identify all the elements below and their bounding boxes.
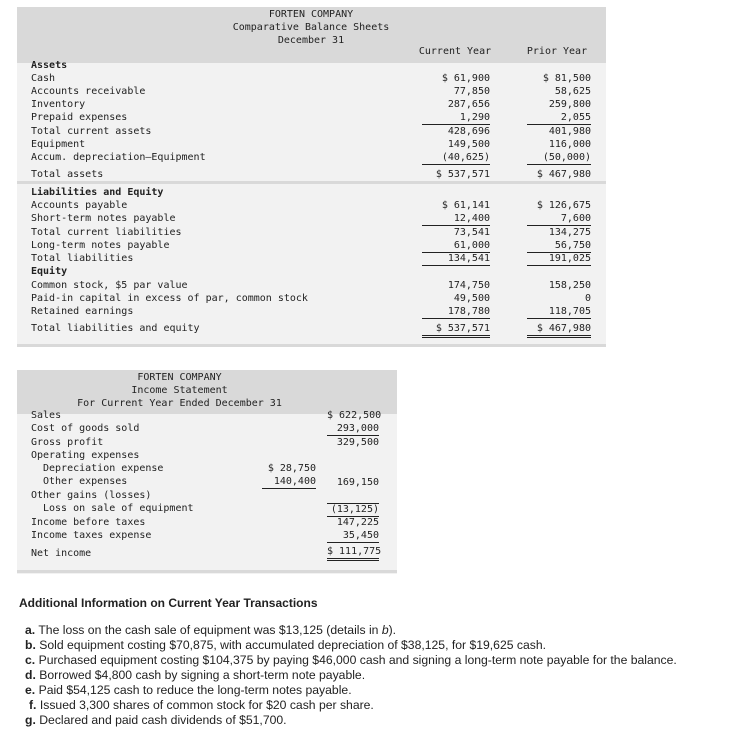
is-ni-value: $ 111,775 xyxy=(327,546,379,561)
is-ni-label: Net income xyxy=(31,548,92,559)
info-e-key: e. xyxy=(25,683,36,697)
row-tca-label: Total current assets xyxy=(31,126,152,137)
col-prior-year: Prior Year xyxy=(526,46,588,57)
info-item-e xyxy=(25,683,352,697)
row-total-assets-label: Total assets xyxy=(31,169,104,180)
is-dep-label: Depreciation expense xyxy=(43,463,164,474)
info-e-text: Paid $54,125 cash to reduce the long-term notes payable. xyxy=(38,683,352,697)
row-ap-label: Accounts payable xyxy=(31,200,128,211)
section-divider xyxy=(17,181,606,184)
row-common-stock-label: Common stock, $5 par value xyxy=(31,280,188,291)
assets-heading: Assets xyxy=(31,60,68,71)
row-tl-current: 134,541 xyxy=(422,253,490,266)
row-cash-label: Cash xyxy=(31,73,56,84)
is-ibt-value: 147,225 xyxy=(336,517,379,528)
row-equipment-prior: 116,000 xyxy=(548,139,591,150)
row-ar-prior: 58,625 xyxy=(554,86,591,97)
bs-date: December 31 xyxy=(277,35,345,46)
row-prepaid-label: Prepaid expenses xyxy=(31,112,128,123)
row-tle-prior: $ 467,980 xyxy=(527,323,591,338)
row-stnp-current: 12,400 xyxy=(422,213,490,226)
row-accum-dep-prior: (50,000) xyxy=(527,152,591,165)
info-a-end: ). xyxy=(388,623,397,637)
equity-heading: Equity xyxy=(31,266,68,277)
is-sales-label: Sales xyxy=(31,410,62,421)
row-ar-current: 77,850 xyxy=(453,86,490,97)
is-company: FORTEN COMPANY xyxy=(137,372,222,383)
row-ltnp-current: 61,000 xyxy=(422,240,490,253)
balance-sheet xyxy=(17,7,606,347)
info-a-ref: b xyxy=(381,623,389,637)
row-ltnp-prior: 56,750 xyxy=(527,240,591,253)
is-cogs-value: 293,000 xyxy=(327,423,379,436)
bs-company: FORTEN COMPANY xyxy=(268,9,354,20)
row-pic-current: 49,500 xyxy=(453,293,490,304)
income-statement xyxy=(17,370,397,574)
info-item-c xyxy=(25,653,677,667)
row-tl-prior: 191,025 xyxy=(527,253,591,266)
info-c-text: Purchased equipment costing $104,375 by paying $46,000 cash and signing a long-term note payable for the balance. xyxy=(38,653,677,667)
is-gp-label: Gross profit xyxy=(31,437,104,448)
is-loss-label: Loss on sale of equipment xyxy=(43,503,194,514)
row-tle-current: $ 537,571 xyxy=(422,323,490,338)
row-tcl-label: Total current liabilities xyxy=(31,227,182,238)
row-re-current: 178,780 xyxy=(422,306,490,319)
row-tle-label: Total liabilities and equity xyxy=(31,323,200,334)
row-pic-prior: 0 xyxy=(584,293,591,304)
info-g-text: Declared and paid cash dividends of $51,700. xyxy=(39,713,287,727)
info-item-g xyxy=(25,713,287,727)
is-sales-value: $ 622,500 xyxy=(327,410,382,421)
row-accum-dep-current: (40,625) xyxy=(422,152,490,165)
info-b-key: b. xyxy=(25,638,36,652)
row-tca-current: 428,696 xyxy=(447,126,490,137)
row-re-label: Retained earnings xyxy=(31,306,134,317)
info-a-text: The loss on the cash sale of equipment was $13,125 (details in xyxy=(38,623,379,637)
info-d-key: d. xyxy=(25,668,36,682)
row-equipment-label: Equipment xyxy=(31,139,86,150)
is-loss-value: (13,125) xyxy=(327,503,379,517)
row-tca-prior: 401,980 xyxy=(548,126,591,137)
info-f-text: Issued 3,300 shares of common stock for $20 cash per share. xyxy=(39,698,374,712)
row-inventory-label: Inventory xyxy=(31,99,86,110)
row-pic-label: Paid-in capital in excess of par, common stock xyxy=(31,293,308,304)
info-item-b xyxy=(25,638,546,652)
is-other-label: Other expenses xyxy=(43,476,128,487)
row-prepaid-current: 1,290 xyxy=(422,112,490,125)
row-inventory-prior: 259,800 xyxy=(548,99,591,110)
row-common-stock-prior: 158,250 xyxy=(548,280,591,291)
is-cogs-label: Cost of goods sold xyxy=(31,423,140,434)
row-common-stock-current: 174,750 xyxy=(447,280,490,291)
row-tl-label: Total liabilities xyxy=(31,253,134,264)
is-title: Income Statement xyxy=(131,385,228,396)
liabilities-heading: Liabilities and Equity xyxy=(31,187,164,198)
row-re-prior: 118,705 xyxy=(527,306,591,319)
is-gp-value: 329,500 xyxy=(336,437,379,448)
row-tcl-current: 73,541 xyxy=(453,227,490,238)
row-accum-dep-label: Accum. depreciation—Equipment xyxy=(31,152,206,163)
row-ar-label: Accounts receivable xyxy=(31,86,146,97)
is-tax-value: 35,450 xyxy=(327,530,379,543)
row-total-assets-prior: $ 467,980 xyxy=(527,169,591,184)
row-total-assets-current: $ 537,571 xyxy=(422,169,490,184)
is-gains-label: Other gains (losses) xyxy=(31,490,152,501)
info-item-f xyxy=(29,698,374,712)
info-item-a xyxy=(25,623,396,637)
row-stnp-label: Short-term notes payable xyxy=(31,213,176,224)
info-d-text: Borrowed $4,800 cash by signing a short-term note payable. xyxy=(39,668,366,682)
is-tax-label: Income taxes expense xyxy=(31,530,152,541)
info-f-key: f. xyxy=(29,698,37,712)
info-a-key: a. xyxy=(25,623,36,637)
row-stnp-prior: 7,600 xyxy=(527,213,591,226)
row-tcl-prior: 134,275 xyxy=(548,227,591,238)
info-c-key: c. xyxy=(25,653,36,667)
bs-title: Comparative Balance Sheets xyxy=(232,22,390,33)
additional-info-title: Additional Information on Current Year Transactions xyxy=(19,596,318,610)
is-other-value: 140,400 xyxy=(262,476,316,489)
info-g-key: g. xyxy=(25,713,36,727)
bottom-divider xyxy=(17,344,606,347)
is-dep-value: $ 28,750 xyxy=(267,463,316,474)
is-period: For Current Year Ended December 31 xyxy=(77,398,282,409)
row-ap-current: $ 61,141 xyxy=(441,200,490,211)
is-bottom-divider xyxy=(17,570,397,573)
is-opex-label: Operating expenses xyxy=(31,450,140,461)
row-cash-prior: $ 81,500 xyxy=(542,73,591,84)
info-item-d xyxy=(25,668,365,682)
row-inventory-current: 287,656 xyxy=(447,99,490,110)
row-ap-prior: $ 126,675 xyxy=(536,200,591,211)
is-ibt-label: Income before taxes xyxy=(31,517,146,528)
is-opex-total: 169,150 xyxy=(336,477,379,488)
col-current-year: Current Year xyxy=(418,46,492,57)
row-cash-current: $ 61,900 xyxy=(441,73,490,84)
info-b-text: Sold equipment costing $70,875, with accumulated depreciation of $38,125, for $19,625 cash. xyxy=(39,638,547,652)
row-prepaid-prior: 2,055 xyxy=(527,112,591,125)
row-equipment-current: 149,500 xyxy=(447,139,490,150)
row-ltnp-label: Long-term notes payable xyxy=(31,240,170,251)
